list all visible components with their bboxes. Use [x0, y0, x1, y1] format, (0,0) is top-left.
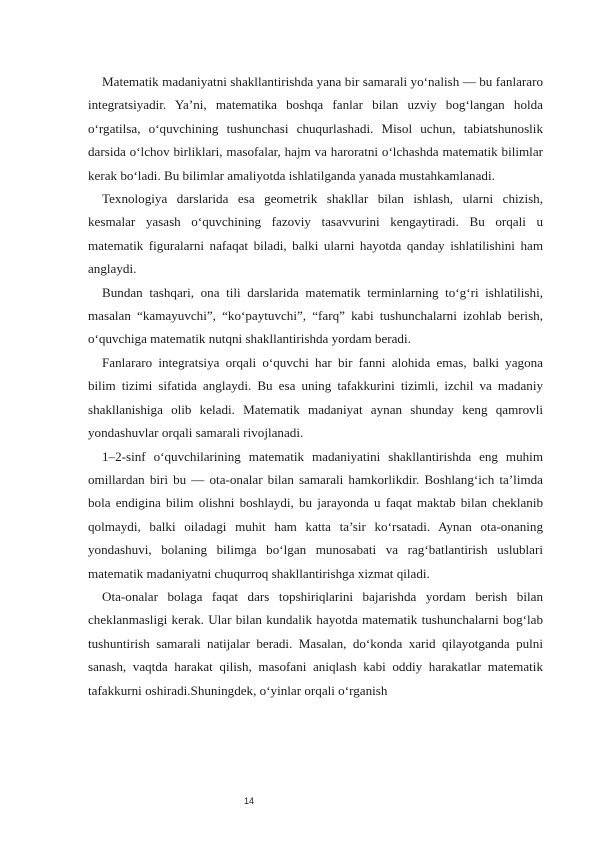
- page-body: [88, 70, 543, 702]
- paragraph-parent-cooperation: 1–2-sinf o‘quvchilarining matematik madaniyatini shakllantirishda eng muhim omillardan biri bu — ota-onalar bilan samarali hamkorlikdir. Boshlang‘ich ta’limda bola endigina bilim olishni boshlaydi, bu jarayonda u faqat maktab bilan cheklanib qolmaydi, balki oiladagi muhit ham katta ta’sir ko‘rsatadi. Aynan ota-onaning yondashuvi, bolaning bilimga bo‘lgan munosabati va rag‘batlantirish uslublari matematik madaniyatni chuqurroq shakllantirishga xizmat qiladi.: [88, 448, 543, 581]
- paragraph-interdisciplinary-summary: Fanlararo integratsiya orqali o‘quvchi har bir fanni alohida emas, balki yagona bilim tizimi sifatida anglaydi. Bu esa uning tafakkurini tizimli, izchil va madaniy shakllanishiga olib keladi. Matematik madaniyat aynan shunday keng qamrovli yondashuvlar orqali samarali rivojlanadi.: [88, 354, 543, 441]
- paragraph-technology-lessons: Texnologiya darslarida esa geometrik shakllar bilan ishlash, ularni chizish, kesmalar yasash o‘quvchining fazoviy tasavvurini kengaytiradi. Bu orqali u matematik figuralarni nafaqat biladi, balki ularni hayotda qanday ishlatilishini ham anglaydi.: [88, 191, 543, 277]
- paragraph-integration-intro: Matematik madaniyatni shakllantirishda yana bir samarali yo‘nalish — bu fanlararo integratsiyadir. Ya’ni, matematika boshqa fanlar bilan uzviy bog‘langan holda o‘rgatilsa, o‘quvchining tushunchasi chuqurlashadi. Misol uchun, tabiatshunoslik darsida o‘lchov birliklari, masofalar, hajm va haroratni o‘lchashda matematik bilimlar kerak bo‘ladi. Bu bilimlar amaliyotda ishlatilganda yanada mustahkamlanadi.: [88, 74, 543, 183]
- paragraph-native-language-lessons: Bundan tashqari, ona tili darslarida matematik terminlarning to‘g‘ri ishlatilishi, masalan “kamayuvchi”, “ko‘paytuvchi”, “farq” kabi tushunchalarni izohlab berish, o‘quvchiga matematik nutqni shakllantirishda yordam beradi.: [88, 284, 543, 347]
- page-number: 14: [244, 796, 255, 806]
- paragraph-parents-daily-life: Ota-onalar bolaga faqat dars topshiriqlarini bajarishda yordam berish bilan cheklanmasligi kerak. Ular bilan kundalik hayotda matematik tushunchalarni bog‘lab tushuntirish samarali natijalar beradi. Masalan, do‘konda xarid qilayotganda pulni sanash, vaqtda harakat qilish, masofani aniqlash kabi oddiy harakatlar matematik tafakkurni oshiradi.Shuningdek, o‘yinlar orqali o‘rganish: [88, 588, 543, 698]
